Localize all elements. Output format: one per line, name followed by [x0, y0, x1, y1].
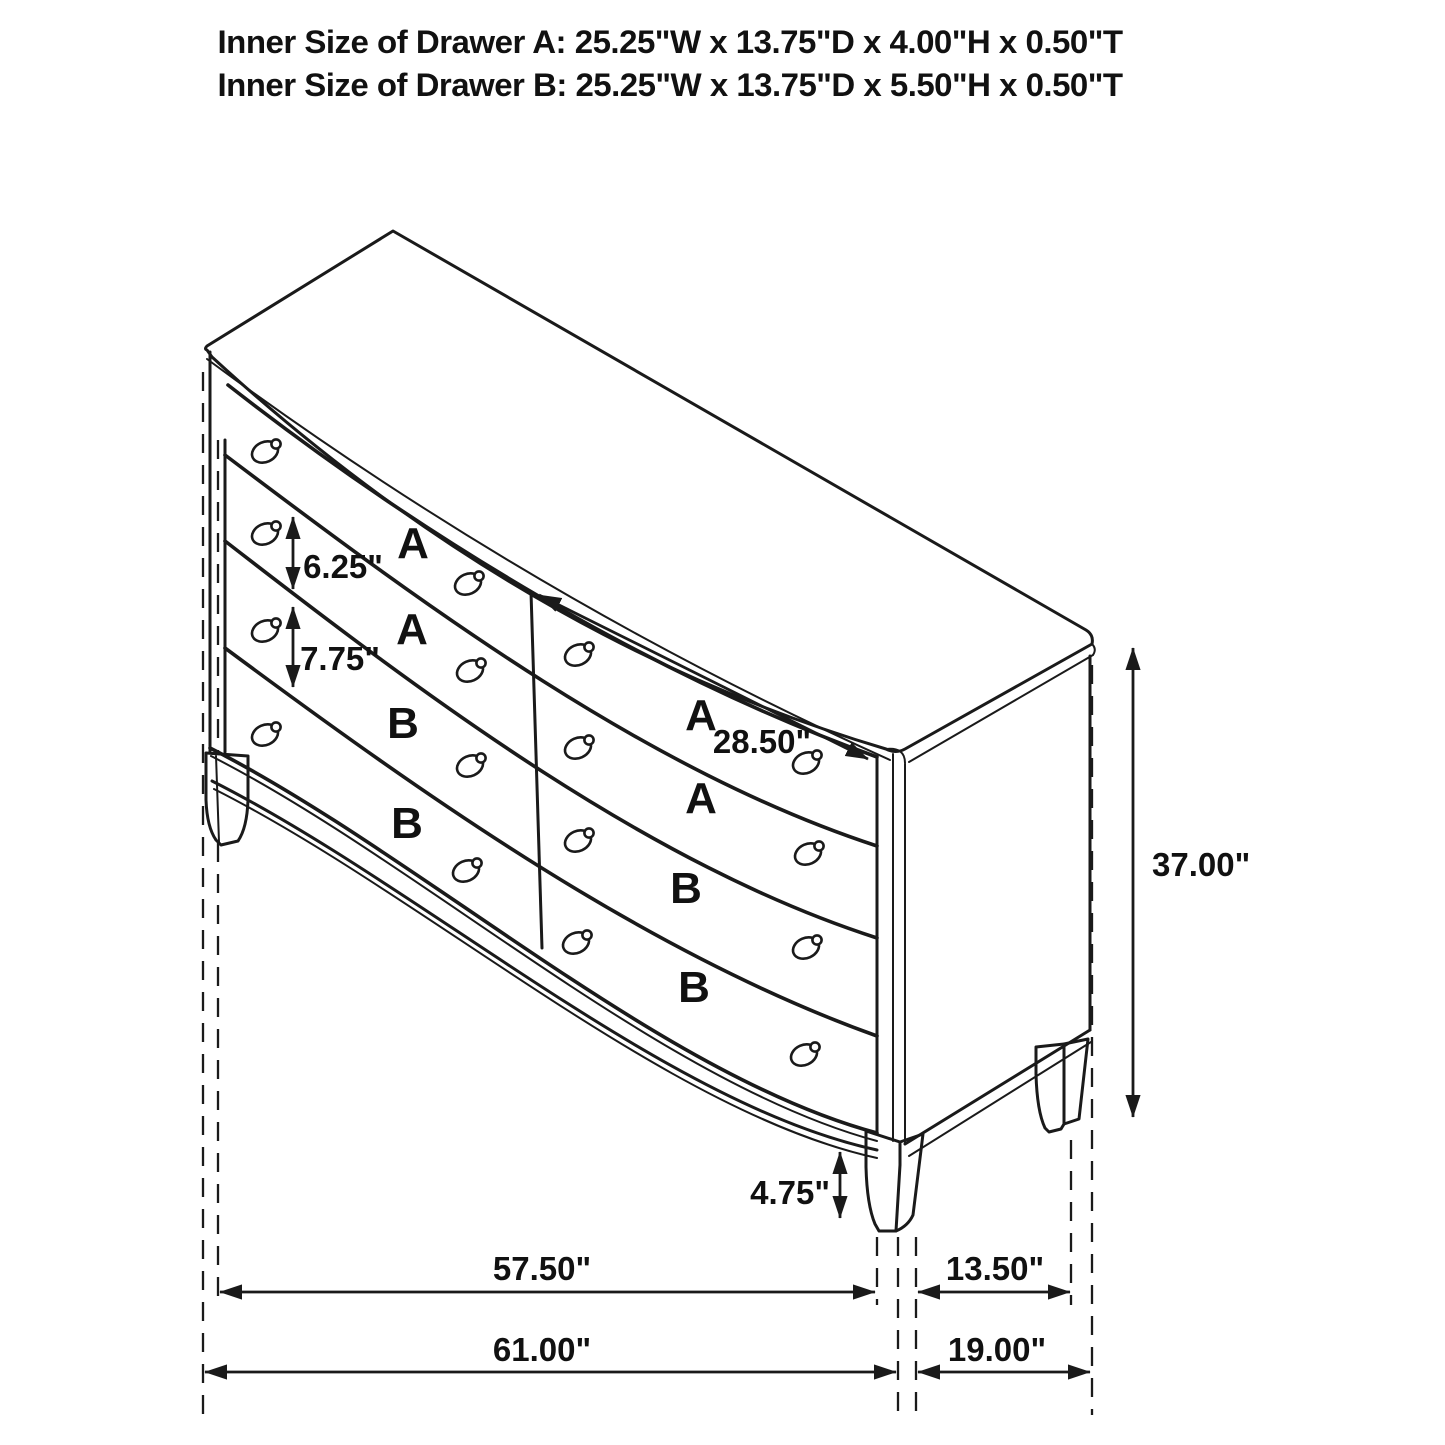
dim-label-4-75: 4.75"	[750, 1174, 830, 1211]
front-right-leg-side	[896, 1134, 923, 1231]
title-line-1: Inner Size of Drawer A: 25.25"W x 13.75"D x 4.00"H x 0.50"T	[217, 24, 1124, 60]
knob-icon	[249, 437, 282, 466]
knob-icon	[452, 569, 485, 598]
knob-icon	[450, 856, 483, 885]
knob-icon	[562, 640, 595, 669]
top-panel	[206, 231, 1095, 763]
dim-label-7-75: 7.75"	[300, 640, 380, 677]
dim-label-61-00: 61.00"	[492, 1331, 592, 1368]
top-back-right-corner-arc	[1092, 644, 1095, 655]
dim-label-28-50: 28.50"	[712, 723, 812, 760]
bottom-rail-line-2	[211, 756, 877, 1141]
knob-icon	[249, 519, 282, 548]
dim-label-57-50: 57.50"	[492, 1250, 592, 1287]
knob-icon	[249, 616, 282, 645]
title-line-2: Inner Size of Drawer B: 25.25"W x 13.75"D x 5.50"H x 0.50"T	[217, 67, 1124, 103]
dim-label-19-00: 19.00"	[947, 1331, 1047, 1368]
knob-icon	[788, 1040, 821, 1069]
knob-icon	[560, 928, 593, 957]
front-right-leg-front	[866, 1131, 900, 1231]
drawer-label-left-4: B	[391, 799, 423, 848]
drawer-label-left-2: A	[396, 605, 428, 654]
knob-icon	[249, 720, 282, 749]
drawer-label-right-1: A	[685, 691, 717, 740]
knob-icon	[792, 839, 825, 868]
drawer-label-right-4: B	[678, 963, 710, 1012]
knob-icon	[790, 933, 823, 962]
knob-icon	[562, 826, 595, 855]
drawer-label-left-3: B	[387, 699, 419, 748]
back-right-leg-front	[1036, 1044, 1064, 1132]
dim-label-6-25: 6.25"	[303, 548, 383, 585]
drawer-label-left-1: A	[397, 519, 429, 568]
knob-icon	[562, 733, 595, 762]
bottom-rail-line-4	[214, 789, 877, 1158]
drawer-label-right-3: B	[670, 864, 702, 913]
drawer-label-right-2: A	[685, 774, 717, 823]
dim-label-13-50: 13.50"	[945, 1250, 1045, 1287]
dim-label-37-00: 37.00"	[1152, 846, 1251, 883]
knob-icon	[454, 656, 487, 685]
knob-icon	[454, 751, 487, 780]
title-block	[218, 24, 1124, 103]
